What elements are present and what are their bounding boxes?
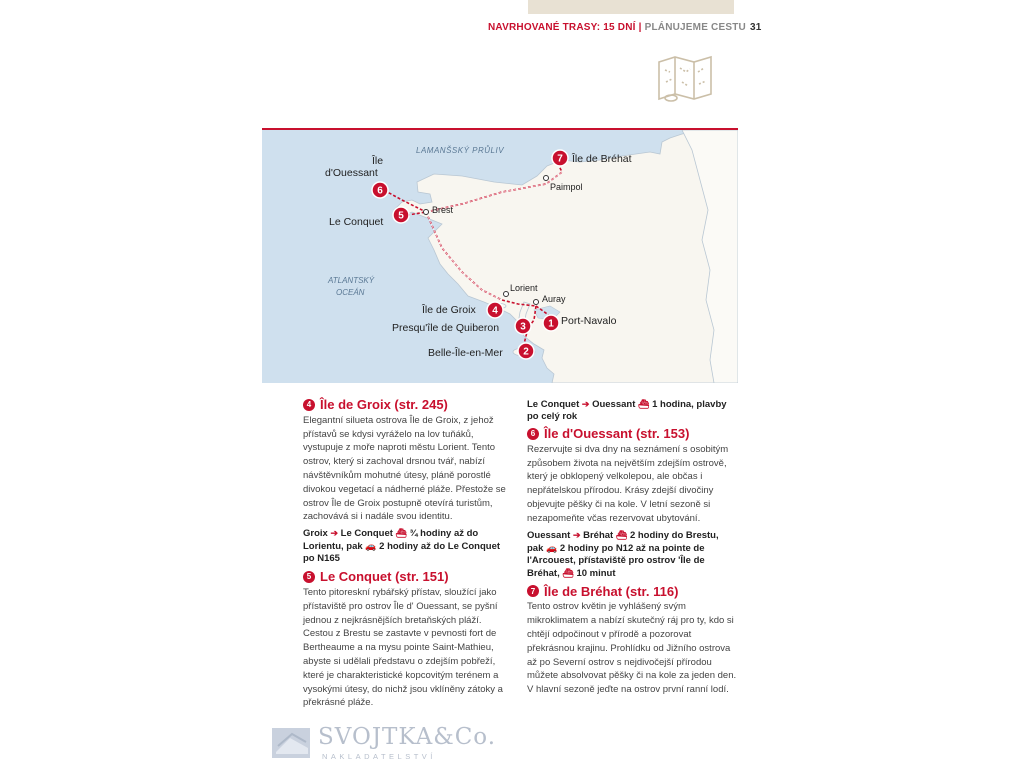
marker-1	[543, 315, 559, 331]
header-section: NAVRHOVANÉ TRASY: 15 DNÍ	[488, 22, 636, 33]
paimpol-dot	[544, 176, 549, 181]
section-number-badge: 4	[303, 399, 315, 411]
section-ile-d-ouessant	[527, 427, 737, 580]
section-body: Rezervujte si dva dny na seznámení s osobitým způsobem života na největším zdejším ostrově, který je obklopený velkolepou, ale občas i nepřátelskou přírodou. Krásy zdejší divočiny objevujte pěšky či na kole. V letní sezoně si nezapomeňte včas rezervovat ubytování.	[527, 443, 729, 524]
ferry-icon: ⛴	[562, 567, 574, 578]
running-header: NAVRHOVANÉ TRASY: 15 DNÍ | PLÁNUJEME CESTU 31	[488, 22, 762, 33]
section-title: Le Conquet (str. 151)	[320, 569, 449, 585]
label-groix: Île de Groix	[422, 304, 476, 316]
section-body: Elegantní silueta ostrova Île de Groix, z jehož přístavů se kdysi vyráželo na lov tuňáků, vystupuje z moře naproti městu Lorient. Tento ostrov, který si zachoval drsnou tvář, nabízí návštěvníkům mohutné útesy, pláně porostlé divokou vegetací a nádherné pláže. Přestože se ostrov Île de Groix postupně otevírá turistům, zachovává si i nadále svou identitu.	[303, 414, 506, 523]
label-auray: Auray	[542, 294, 566, 304]
label-ouessant-2: d'Ouessant	[325, 167, 378, 179]
lorient-dot	[504, 292, 509, 297]
section-body: Tento ostrov květin je vyhlášený svým mikroklimatem a nabízí skutečný ráj pro ty, kdo si chtějí odpočinout v přírodě a pozorovat překrásnou krajinu. Prohlídku od Jižního ostrova až po Severní ostrov s nejdivočejší přírodou můžete absolvovat pěšky či na kole za jeden den. V hlavní sezoně jeďte na ostrov první ranní lodí.	[527, 601, 737, 696]
book-logo-icon	[270, 724, 314, 762]
svg-text:5: 5	[398, 210, 404, 222]
marker-3	[515, 318, 531, 334]
label-lorient: Lorient	[510, 283, 538, 293]
top-tab-decoration	[528, 0, 734, 14]
right-column	[527, 396, 737, 702]
sea-label-north: LAMANŠSKÝ PRŮLIV	[416, 146, 505, 155]
transport-info: Le Conquet ➔ Ouessant ⛴ 1 hodina, plavby po celý rok	[527, 399, 727, 422]
marker-7	[552, 150, 568, 166]
svg-text:2: 2	[523, 346, 529, 358]
section-ile-de-brehat	[527, 585, 737, 697]
svg-text:4: 4	[492, 305, 498, 317]
ocean-label-2: OCEÁN	[336, 288, 365, 297]
label-le-conquet: Le Conquet	[329, 216, 384, 228]
transport-info: Groix ➔ Le Conquet ⛴ ¾ hodiny až do Lorientu, pak 🚗 2 hodiny až do Le Conquet po N165	[303, 528, 501, 565]
page-number: 31	[749, 22, 762, 33]
section-title: Île de Groix (str. 245)	[320, 397, 448, 412]
section-number-badge: 5	[303, 571, 315, 583]
car-icon: 🚗	[546, 542, 558, 553]
ferry-icon: ⛴	[395, 528, 407, 539]
marker-6	[372, 182, 388, 198]
arrow-right-icon: ➔	[572, 529, 581, 540]
header-chapter: PLÁNUJEME CESTU	[644, 22, 746, 33]
ocean-label-1: ATLANTSKÝ	[328, 276, 375, 285]
ferry-icon: ⛴	[638, 399, 650, 409]
brest-dot	[424, 210, 429, 215]
label-ouessant-1: Île	[372, 155, 384, 167]
label-brehat: Île de Bréhat	[572, 153, 632, 165]
label-quiberon: Presqu'île de Quiberon	[392, 322, 500, 334]
publisher-name: SVOJTKA&Co.	[318, 724, 497, 750]
section-title: Île d'Ouessant (str. 153)	[544, 426, 690, 441]
ferry-icon: ⛴	[615, 529, 628, 540]
car-icon: 🚗	[365, 541, 377, 552]
section-le-conquet	[303, 570, 513, 710]
marker-4	[487, 302, 503, 318]
route-map	[262, 130, 738, 383]
transport-info: Ouessant ➔ Bréhat ⛴ 2 hodiny do Brestu, pak 🚗 2 hodiny po N12 až na pointe de l'Arcouest, přístaviště pro ostrov 'Île de Bréhat, ⛴ 10 minut	[527, 529, 719, 579]
folded-map-icon	[656, 54, 714, 104]
arrow-right-icon: ➔	[581, 399, 590, 409]
section-number-badge: 7	[527, 585, 539, 597]
svg-text:7: 7	[557, 153, 563, 165]
section-body: Tento pitoreskní rybářský přístav, sloužící jako přístaviště pro ostrov Île d' Ouessant, se pyšní jednou z nejkrásnějších bretaňských pláží. Cestou z Brestu se zastavte v pevnosti fort de Bertheaume a na mysu pointe Saint-Mathieu, abyste si udělali představu o zdejším pobřeží, které je charakteristické kopcovitým terénem a vysokými útesy, do nichž jsou vklíněny zátoky a překrásné pláže.	[303, 586, 503, 709]
left-column	[303, 398, 513, 715]
label-brest: Brest	[432, 205, 454, 215]
publisher-watermark	[270, 722, 497, 766]
svg-text:3: 3	[520, 321, 526, 333]
section-number-badge: 6	[527, 428, 539, 440]
label-belle-ile: Belle-Île-en-Mer	[428, 347, 503, 359]
arrow-right-icon: ➔	[330, 528, 338, 539]
svg-text:6: 6	[377, 185, 383, 197]
label-paimpol: Paimpol	[550, 182, 583, 192]
auray-dot	[534, 300, 539, 305]
svg-text:1: 1	[548, 318, 554, 330]
publisher-subtitle: NAKLADATELSTVÍ	[322, 752, 436, 761]
section-ile-de-groix	[303, 398, 513, 565]
marker-2	[518, 343, 534, 359]
marker-5	[393, 207, 409, 223]
label-port-navalo: Port-Navalo	[561, 315, 617, 327]
section-title: Île de Bréhat (str. 116)	[544, 583, 679, 599]
